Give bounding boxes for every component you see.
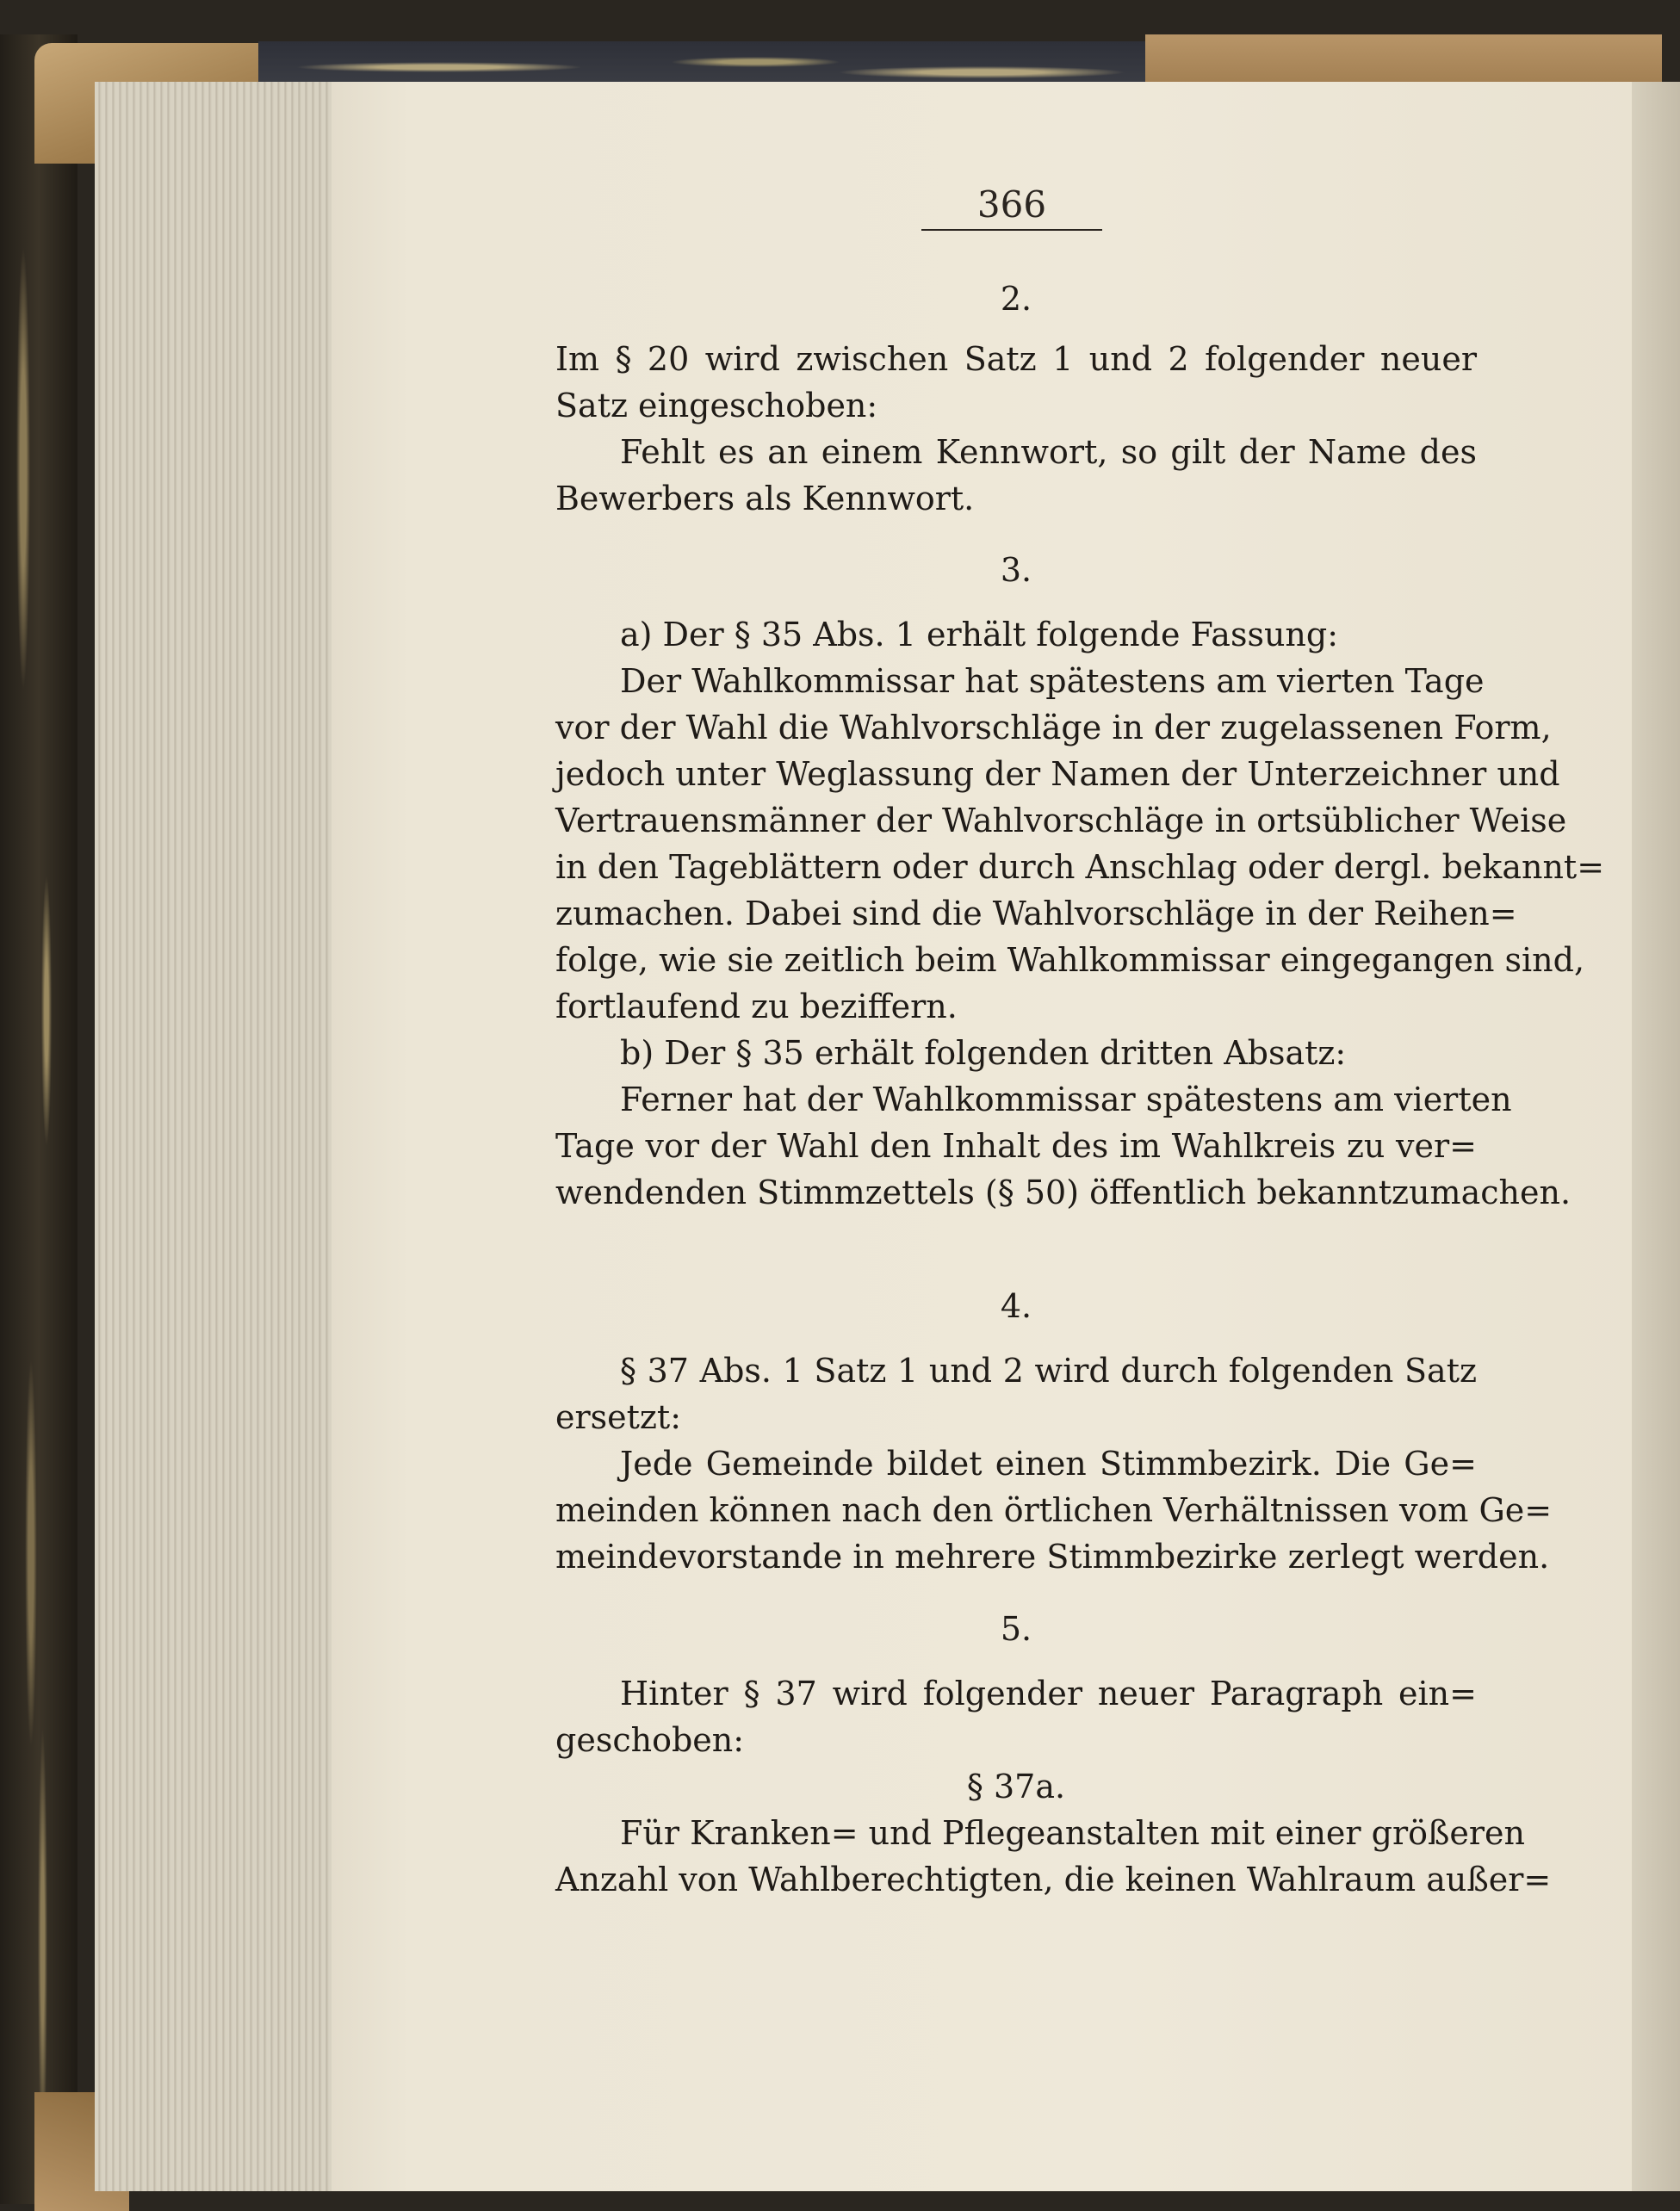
text-line: zumachen. Dabei sind die Wahlvorschläge in der Reihen= [555,895,1517,932]
text-line: Fehlt es an einem Kennwort, so gilt der Name des [620,433,1477,471]
text-line: meindevorstande in mehrere Stimmbezirke zerlegt werden. [555,1538,1550,1576]
text-line: geschoben: [555,1721,745,1759]
text-line: jedoch unter Weglassung der Namen der Unterzeichner und [555,755,1560,793]
text-line: folge, wie sie zeitlich beim Wahlkommissar eingegangen sind, [555,941,1585,979]
text-line: a) Der § 35 Abs. 1 erhält folgende Fassung: [620,616,1339,653]
section-body [555,1347,1553,1580]
section-body [555,1670,1552,1903]
text-line: § 37 Abs. 1 Satz 1 und 2 wird durch folgenden Satz [620,1352,1477,1390]
text-line: Anzahl von Wahlberechtigten, die keinen Wahlraum außer= [555,1861,1552,1898]
page-number: 366 [921,183,1102,231]
text-line: Satz eingeschoben: [555,387,878,424]
book-cover-marble-left [0,34,77,2204]
text-line: b) Der § 35 erhält folgenden dritten Absatz: [620,1034,1347,1072]
text-line: vor der Wahl die Wahlvorschläge in der zugelassenen Form, [555,709,1552,746]
page-right-edge [1632,82,1680,2191]
text-line: Vertrauensmänner der Wahlvorschläge in ortsüblicher Weise [555,802,1567,839]
section-body [555,336,1477,522]
text-line: fortlaufend zu beziffern. [555,988,958,1025]
text-line: Der Wahlkommissar hat spätestens am vierten Tage [620,662,1485,700]
text-line: Tage vor der Wahl den Inhalt des im Wahlkreis zu ver= [555,1127,1477,1165]
text-line: wendenden Stimmzettels (§ 50) öffentlich bekanntzumachen. [555,1174,1572,1211]
section-body [555,611,1605,1216]
text-line: Jede Gemeinde bildet einen Stimmbezirk. Die Ge= [620,1445,1477,1483]
text-line: Für Kranken= und Pflegeanstalten mit einer größeren [620,1814,1526,1852]
section-heading: 2. [1000,280,1032,318]
page-edges-stack [95,82,333,2191]
section-heading: 3. [1000,551,1032,589]
text-line: ersetzt: [555,1398,682,1436]
text-line: Ferner hat der Wahlkommissar spätestens am vierten [620,1081,1512,1118]
text-line: Hinter § 37 wird folgender neuer Paragraph ein= [620,1675,1477,1712]
section-heading: 4. [1000,1287,1032,1325]
text-line: Bewerbers als Kennwort. [555,480,975,517]
text-line: in den Tageblättern oder durch Anschlag oder dergl. bekannt= [555,848,1605,886]
text-line: § 37a. [966,1768,1066,1805]
text-line: meinden können nach den örtlichen Verhältnissen vom Ge= [555,1491,1553,1529]
section-heading: 5. [1000,1610,1032,1648]
text-line: Im § 20 wird zwischen Satz 1 und 2 folgender neuer [555,340,1477,378]
